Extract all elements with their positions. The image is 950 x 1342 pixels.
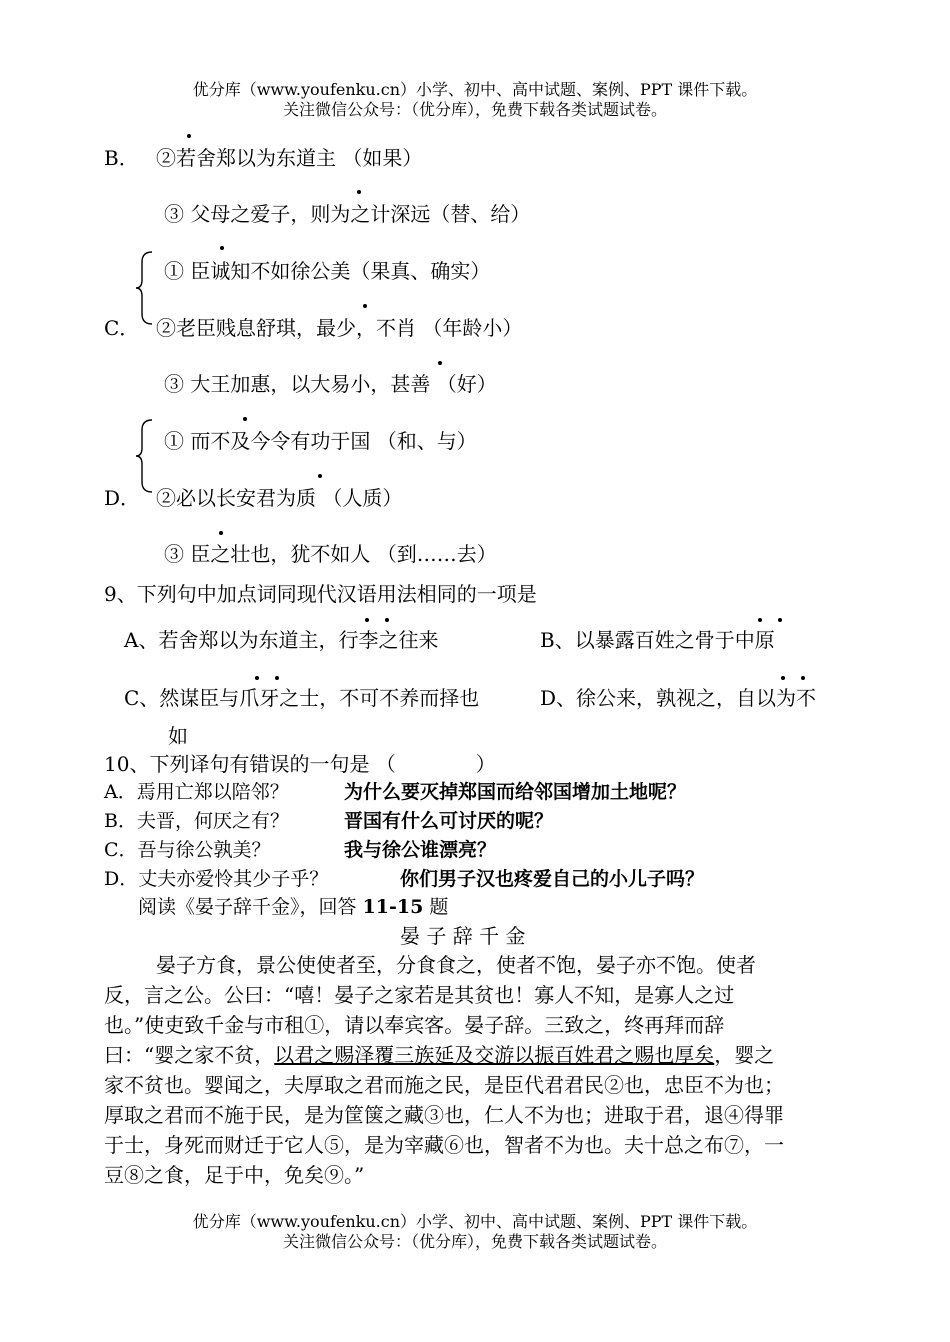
reading-intro-suffix: 题	[423, 896, 449, 918]
q8-option-c-label: C．	[104, 316, 140, 340]
q9-option-a: A、若舍郑以为东道主，行李之往来	[124, 628, 439, 652]
passage-line: 厚取之君而不施于民，是为筐箧之藏③也，仁人不为也；进取于君，退④得罪	[104, 1103, 784, 1127]
passage-line: 豆⑧之食，足于中，免矣⑨。”	[104, 1163, 365, 1187]
emphasis-dot	[255, 676, 259, 680]
q10-item-c-translation: 我与徐公谁漂亮？	[344, 839, 497, 861]
passage-line: 也。”使吏致千金与市租①，请以奉宾客。晏子辞。三致之，终再拜而辞	[104, 1013, 725, 1037]
q8-option-d-label: D．	[104, 486, 141, 510]
passage-line: 家不贫也。婴闻之，夫厚取之君而施之民，是臣代君君民②也，忠臣不为也；	[104, 1073, 784, 1097]
q10-item-a-source: A．焉用亡郑以陪邻？	[104, 781, 289, 803]
q8-option-d-item-1: ① 而不及今令有功于国 （和、与）	[164, 429, 477, 453]
q10-stem: 10、下列译句有错误的一句是 （ ）	[104, 752, 496, 776]
emphasis-dot	[365, 618, 369, 622]
passage-line	[104, 1040, 774, 1070]
emphasis-dot	[385, 618, 389, 622]
q10-item-c-source: C．吾与徐公孰美？	[104, 839, 271, 861]
q9-option-d: D、徐公来，孰视之，自以为不	[540, 686, 817, 710]
emphasis-dot	[219, 531, 223, 535]
q8-option-c-item-3: ③ 大王加惠，以大易小，甚善 （好）	[164, 372, 497, 396]
q9-option-c: C、然谋臣与爪牙之士，不可不养而择也	[124, 686, 480, 710]
q8-option-d-item-3: ③ 臣之壮也，犹不如人 （到……去）	[164, 542, 497, 566]
q9-stem: 9、下列句中加点词同现代汉语用法相同的一项是	[104, 582, 537, 606]
q8-option-c-item-1: ① 臣诚知不如徐公美（果真、确实）	[164, 259, 491, 283]
emphasis-dot	[275, 676, 279, 680]
emphasis-dot	[318, 474, 322, 478]
header-line-1: 优分库（www.youfenku.cn）小学、初中、高中试题、案例、PPT 课件下载。	[192, 80, 758, 99]
q8-option-c-item-2: ②老臣贱息舒琪，最少，不肖 （年龄小）	[156, 316, 523, 340]
emphasis-dot	[778, 618, 782, 622]
emphasis-dot	[781, 676, 785, 680]
reading-intro-range: 11-15	[362, 896, 424, 918]
q10-item-d-translation: 你们男子汉也疼爱自己的小儿子吗？	[400, 868, 705, 890]
brace-icon	[134, 418, 156, 494]
q8-option-b-item-3: ③ 父母之爱子，则为之计深远（替、给）	[164, 202, 531, 226]
q10-item-b-translation: 晋国有什么可讨厌的呢？	[344, 810, 554, 832]
q9-option-d-continued: 如	[168, 724, 188, 748]
passage-line-4-suffix: ，婴之	[714, 1043, 775, 1067]
q8-option-d-item-2: ②必以长安君为质 （人质）	[156, 486, 403, 510]
emphasis-dot	[758, 618, 762, 622]
emphasis-dot	[243, 417, 247, 421]
passage-line: 晏子方食，景公使使者至，分食食之，使者不饱，晏子亦不饱。使者	[156, 953, 756, 977]
footer-line-1: 优分库（www.youfenku.cn）小学、初中、高中试题、案例、PPT 课件下载。	[192, 1212, 758, 1231]
emphasis-dot	[357, 190, 361, 194]
passage-line: 反，言之公。公曰：“嘻！晏子之家若是其贫也！寡人不知，是寡人之过	[104, 983, 735, 1007]
emphasis-dot	[438, 361, 442, 365]
reading-intro-prefix: 阅读《晏子辞千金》，回答	[138, 896, 363, 918]
emphasis-dot	[187, 134, 191, 138]
q10-item-a-translation: 为什么要灭掉郑国而给邻国增加土地呢？	[344, 781, 687, 803]
passage-line: 于士，身死而财迁于它人⑤，是为宰藏⑥也，智者不为也。夫十总之布⑦，一	[104, 1133, 784, 1157]
emphasis-dot	[363, 304, 367, 308]
q8-option-b-item-2: ②若舍郑以为东道主 （如果）	[156, 146, 423, 170]
footer-line-2: 关注微信公众号：（优分库），免费下载各类试题试卷。	[282, 1232, 667, 1251]
emphasis-dot	[801, 676, 805, 680]
q10-item-b-source: B．夫晋，何厌之有？	[104, 810, 289, 832]
q9-option-b: B、以暴露百姓之骨于中原	[540, 628, 775, 652]
underlined-sentence: 以君之赐泽覆三族延及交游以振百姓君之赐也厚矣	[274, 1043, 715, 1067]
q8-option-b-label: B．	[104, 146, 139, 170]
passage-line-4-prefix: 曰：“婴之家不贫，	[104, 1043, 275, 1067]
q10-item-d-source: D．丈夫亦爱怜其少子乎？	[104, 868, 329, 890]
reading-intro	[138, 894, 448, 920]
emphasis-dot	[220, 246, 224, 250]
header-line-2: 关注微信公众号：（优分库），免费下载各类试题试卷。	[282, 100, 667, 119]
passage-title: 晏 子 辞 千 金	[400, 924, 526, 948]
